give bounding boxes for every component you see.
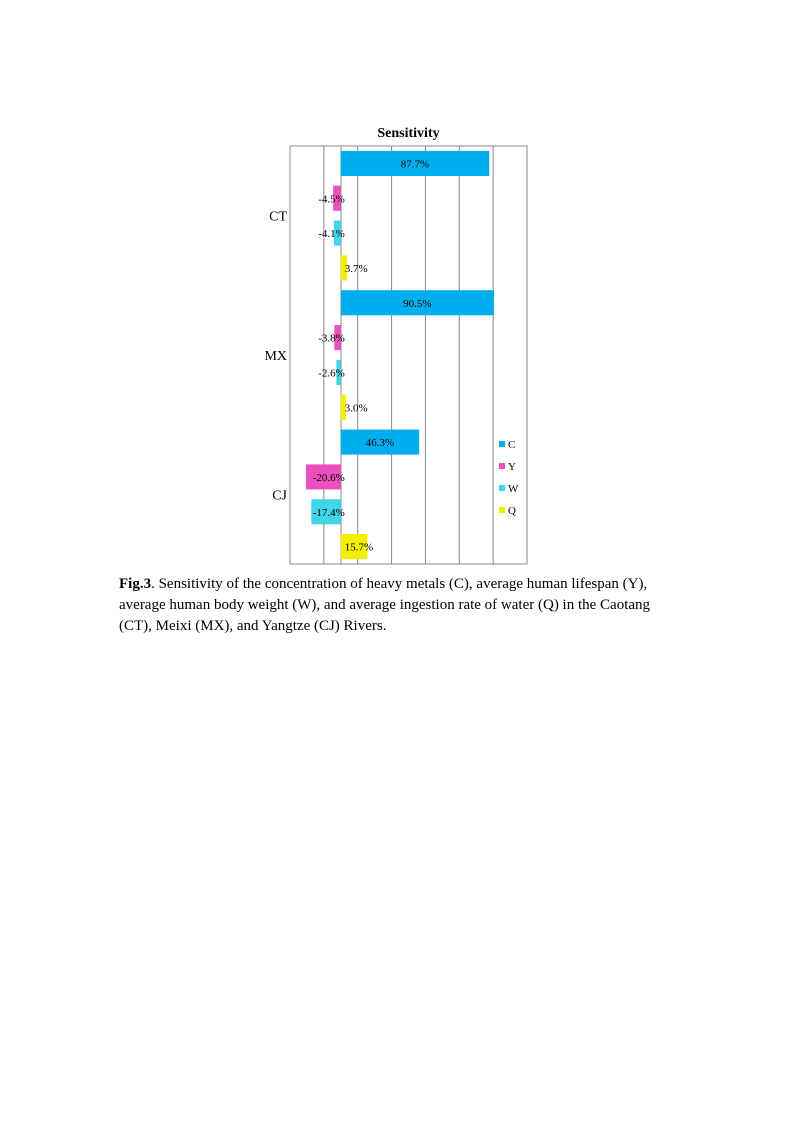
data-label-c-mx: 90.5% — [403, 297, 432, 310]
legend — [499, 439, 519, 517]
data-label-y-mx: -3.8% — [318, 332, 345, 345]
legend-label-y: Y — [508, 461, 516, 473]
legend-swatch-w — [499, 485, 505, 491]
caption-text: . Sensitivity of the concentration of heavy metals (C), average human lifespan (Y), average human body weight (W), and average ingestion rate of water (Q) in the Caotang (CT), Meixi (MX), and Yangtze (CJ) Rivers. — [119, 576, 651, 634]
data-label-c-ct: 87.7% — [400, 158, 430, 171]
legend-swatch-q — [499, 507, 505, 513]
legend-label-c: C — [508, 439, 516, 451]
category-labels — [264, 210, 287, 504]
data-label-w-ct: -4.1% — [318, 228, 345, 241]
legend-swatch-y — [499, 463, 505, 469]
figure-caption — [119, 574, 679, 637]
data-label-q-cj: 15.7% — [344, 541, 374, 554]
data-label-y-cj: -20.6% — [312, 471, 345, 484]
category-label-mx: MX — [264, 349, 287, 364]
data-label-y-ct: -4.5% — [318, 193, 345, 206]
category-label-cj: CJ — [272, 488, 287, 504]
bars — [306, 151, 494, 559]
caption-label: Fig.3 — [119, 576, 152, 592]
data-label-w-cj: -17.4% — [312, 506, 345, 519]
legend-label-w: W — [508, 483, 519, 495]
legend-swatch-c — [499, 441, 505, 447]
data-label-q-mx: 3.0% — [344, 402, 368, 415]
data-label-w-mx: -2.6% — [318, 367, 345, 380]
data-label-q-ct: 3.7% — [344, 262, 368, 275]
legend-label-q: Q — [508, 505, 516, 517]
grid-lines — [324, 146, 493, 564]
category-label-ct: CT — [269, 209, 287, 225]
data-label-c-cj: 46.3% — [365, 437, 395, 450]
chart-title: Sensitivity — [377, 126, 440, 141]
